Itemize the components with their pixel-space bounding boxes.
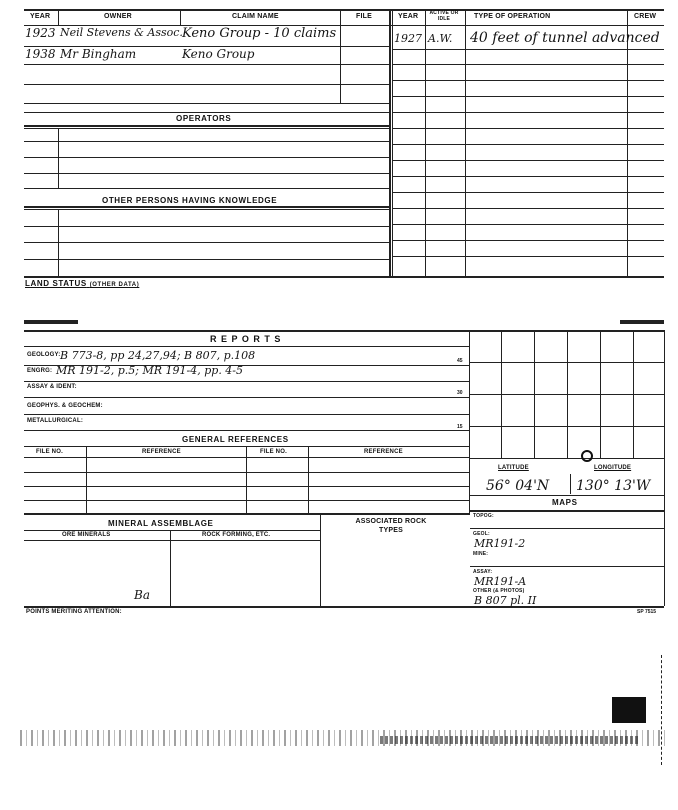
rock-forming-label: ROCK FORMING, ETC. [202, 532, 271, 538]
h-line [24, 84, 389, 85]
assay-map-value: MR191-A [474, 575, 527, 588]
ore-mineral-value: Ba [134, 588, 150, 602]
col-owner: OWNER [104, 13, 132, 20]
h-line [24, 486, 470, 487]
owner-row-1-claim: Keno Group - 10 claims [182, 26, 337, 41]
col-active-idle: ACTIVE OR IDLE [429, 10, 459, 22]
geology-label: GEOLOGY: [27, 352, 61, 358]
v-line [320, 514, 321, 606]
v-line [170, 530, 171, 606]
h-line [392, 192, 664, 193]
owner-row-2-owner: Mr Bingham [60, 47, 137, 61]
h-line [392, 80, 664, 81]
h-line [470, 394, 664, 395]
other-photos-label: OTHER (& PHOTOS) [473, 588, 525, 594]
smudge-mark [620, 320, 664, 324]
h-line [470, 426, 664, 427]
col-year: YEAR [30, 13, 51, 20]
h-line [24, 141, 389, 142]
h-line [24, 472, 470, 473]
scan-noise-dark [380, 736, 640, 744]
h-line [470, 528, 664, 529]
h-line [24, 173, 389, 174]
h-line [24, 414, 470, 415]
op-row-1-status: A.W. [428, 32, 453, 45]
h-line [470, 566, 664, 567]
gr-col-file-no-2: FILE NO. [260, 449, 287, 455]
h-line [24, 226, 389, 227]
h-line [24, 112, 389, 113]
reports-top-border [24, 330, 664, 332]
associated-rock-types-title: ASSOCIATED ROCK TYPES [355, 518, 427, 534]
other-photos-value: B 807 pl. II [474, 594, 537, 607]
h-line [392, 128, 664, 129]
h-line [24, 128, 389, 129]
scan-artifact-block [612, 697, 646, 723]
col-crew: CREW [634, 13, 657, 20]
margin-number-15: 15 [457, 424, 463, 430]
v-line [389, 9, 391, 277]
engrg-label: ENGRG: [27, 368, 53, 374]
h-line [24, 64, 389, 65]
h-line [470, 495, 664, 496]
v-line [86, 446, 87, 514]
margin-number-30: 30 [457, 390, 463, 396]
ore-minerals-label: ORE MINERALS [62, 532, 111, 538]
smudge-mark [24, 320, 78, 324]
h-line [24, 446, 470, 447]
scan-edge-line [661, 655, 662, 765]
h-line [392, 176, 664, 177]
top-border [24, 9, 664, 11]
geol-value: MR191-2 [474, 537, 526, 550]
h-line [24, 606, 664, 608]
metallurgical-label: METALLURGICAL: [27, 418, 84, 424]
h-line [392, 64, 664, 65]
v-line [664, 330, 665, 606]
v-line [246, 446, 247, 514]
h-line [470, 362, 664, 363]
latitude-label: LATITUDE [498, 465, 529, 471]
col-type-operation: TYPE OF OPERATION [474, 13, 551, 20]
location-circle-icon [581, 450, 593, 462]
h-line [392, 240, 664, 241]
h-line [392, 49, 664, 50]
h-line [24, 242, 389, 243]
maps-title: MAPS [552, 498, 578, 507]
h-line [24, 540, 320, 541]
h-line [24, 276, 664, 278]
owner-row-2-claim: Keno Group [182, 47, 255, 61]
latitude-value: 56° 04'N [486, 478, 550, 494]
h-line [24, 457, 470, 458]
owner-row-1-owner: Neil Stevens & Assoc. [60, 26, 183, 39]
longitude-value: 130° 13'W [576, 478, 651, 494]
h-line [392, 96, 664, 97]
longitude-label: LONGITUDE [594, 465, 632, 471]
gr-col-reference-2: REFERENCE [364, 449, 403, 455]
h-line [24, 103, 389, 104]
op-row-1-operation: 40 feet of tunnel advanced [470, 30, 660, 46]
h-line [24, 259, 389, 260]
h-line [24, 430, 470, 431]
h-line [392, 112, 664, 113]
v-line [58, 209, 59, 276]
geol-label: GEOL: [473, 531, 490, 537]
h-line [392, 256, 664, 257]
v-line [180, 9, 181, 25]
h-line [24, 209, 389, 210]
v-line [340, 9, 341, 104]
form-number: SP 7515 [637, 609, 657, 615]
col-year-2: YEAR [398, 13, 419, 20]
owner-row-2-year: 1938 [25, 47, 56, 61]
general-references-title: GENERAL REFERENCES [182, 435, 289, 444]
op-row-1-year: 1927 [394, 32, 422, 45]
land-status-label: LAND STATUS [25, 279, 87, 288]
h-line [24, 188, 389, 189]
geophys-label: GEOPHYS. & GEOCHEM: [27, 403, 103, 409]
v-line [308, 446, 309, 514]
land-status-sub: (OTHER DATA) [89, 282, 140, 288]
h-line [24, 125, 389, 127]
assay-map-label: ASSAY: [473, 569, 493, 575]
h-line [392, 144, 664, 145]
h-line [392, 160, 664, 161]
mineral-assemblage-title: MINERAL ASSEMBLAGE [108, 519, 214, 528]
h-line [24, 530, 320, 531]
h-line [24, 157, 389, 158]
h-line [470, 458, 664, 459]
v-line [58, 128, 59, 188]
h-line [392, 208, 664, 209]
v-line [570, 474, 571, 494]
topog-label: TOPOG: [473, 513, 494, 519]
h-line [470, 510, 664, 512]
owner-row-1-year: 1923 [25, 26, 56, 40]
assay-ident-label: ASSAY & IDENT: [27, 384, 77, 390]
col-file: FILE [356, 13, 372, 20]
h-line [392, 224, 664, 225]
h-line [24, 206, 389, 208]
h-line [24, 513, 470, 515]
v-line [58, 9, 59, 25]
land-status-title [25, 279, 139, 288]
h-line [24, 500, 470, 501]
gr-col-reference: REFERENCE [142, 449, 181, 455]
points-meriting-label: POINTS MERITING ATTENTION: [26, 609, 122, 615]
h-line [24, 397, 470, 398]
col-claim-name: CLAIM NAME [232, 13, 279, 20]
operators-title: OPERATORS [176, 114, 232, 123]
h-line [24, 46, 389, 47]
reports-title: R E P O R T S [210, 334, 282, 344]
other-persons-title: OTHER PERSONS HAVING KNOWLEDGE [102, 196, 278, 205]
engrg-value: MR 191-2, p.5; MR 191-4, pp. 4-5 [56, 364, 244, 377]
geology-value: B 773-8, pp 24,27,94; B 807, p.108 [60, 349, 256, 362]
h-line [24, 381, 470, 382]
margin-number-45: 45 [457, 358, 463, 364]
mine-label: MINE: [473, 551, 489, 557]
h-line [24, 346, 470, 347]
gr-col-file-no: FILE NO. [36, 449, 63, 455]
